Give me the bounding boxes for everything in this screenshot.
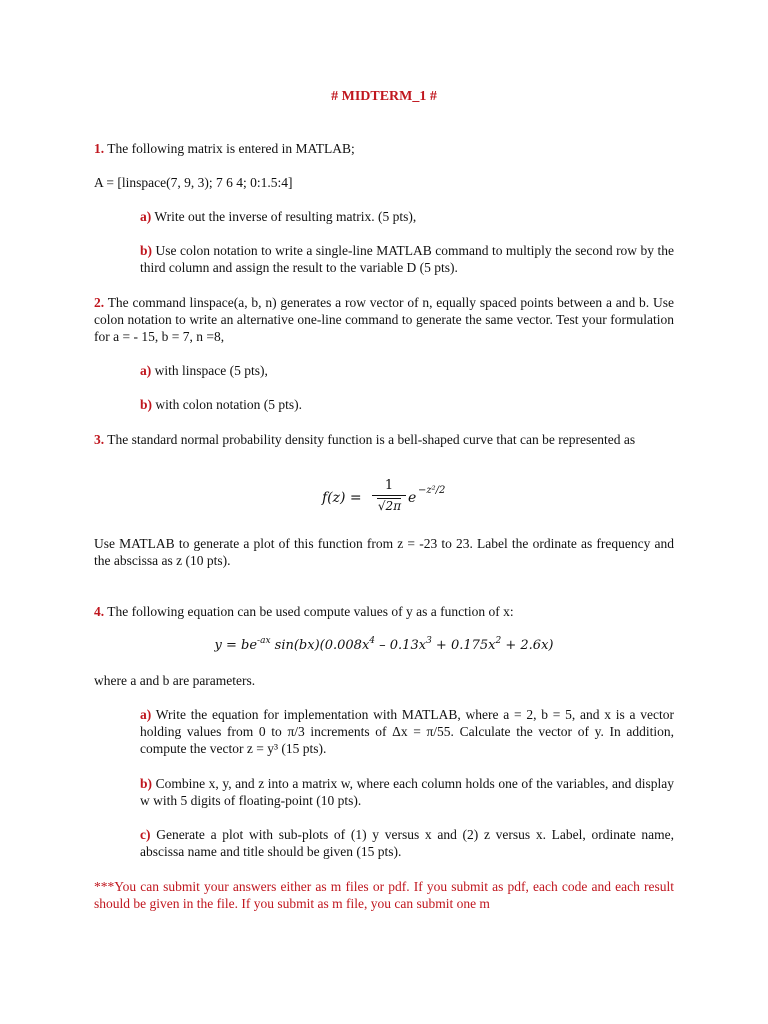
- eq-mid: sin(bx)(0.008x: [274, 638, 370, 653]
- q4-c-label: c): [140, 827, 151, 842]
- submission-note: ***You can submit your answers either as m files or pdf. If you submit as pdf, each code and each result should be given in the file. If you submit as m file, you can submit one m: [94, 879, 674, 911]
- q2-intro-text: The command linspace(a, b, n) generates a row vector of n, equally spaced points between a and b. Use colon notation to write an alternative one-line command to generate the same vector. Test your formulation for a = - 15, b = 7, n =8,: [94, 295, 674, 344]
- eq-pre: y = be: [214, 638, 258, 653]
- q1-b-text: Use colon notation to write a single-line MATLAB command to multiply the second row by the third column and assign the result to the variable D (5 pts).: [140, 243, 674, 275]
- q2-part-b: [140, 396, 674, 413]
- q4-part-a: [140, 706, 674, 757]
- q1-part-b: [140, 242, 674, 276]
- q4-intro: [94, 603, 674, 620]
- q1-part-a: [140, 208, 674, 225]
- q4-equation: [0, 637, 768, 656]
- formula-exponent: −z²/2: [418, 485, 446, 496]
- eq-m1: – 0.13x: [375, 638, 427, 653]
- q1-b-label: b): [140, 243, 153, 258]
- eq-exp: -ax: [257, 636, 271, 646]
- q4-b-text: Combine x, y, and z into a matrix w, where each column holds one of the variables, and display w with 5 digits of floating-point (10 pts).: [140, 776, 675, 808]
- q1-a-text: Write out the inverse of resulting matrix. (5 pts),: [154, 209, 417, 224]
- formula-fraction: [372, 478, 406, 514]
- sqrt-2pi: √2π: [377, 499, 402, 513]
- q4-a-text: Write the equation for implementation with MATLAB, where a = 2, b = 5, and x is a vector holding values from 0 to π/3 increments of Δx = π/55. Calculate the vector of y. In addition, compute the vector z = y³ (15 pts).: [140, 707, 674, 756]
- fraction-bar: [372, 495, 406, 496]
- q4-intro-text: The following equation can be used compute values of y as a function of x:: [107, 604, 514, 619]
- eq-p3: 3: [426, 636, 432, 646]
- q1-matrix: A = [linspace(7, 9, 3); 7 6 4; 0:1.5:4]: [94, 175, 293, 190]
- q3-intro-text: The standard normal probability density function is a bell-shaped curve that can be represented as: [107, 432, 636, 447]
- q2-a-label: a): [140, 363, 152, 378]
- eq-m2: + 0.175x: [431, 638, 496, 653]
- page-title: # MIDTERM_1 #: [331, 89, 437, 104]
- q2-b-text: with colon notation (5 pts).: [155, 397, 302, 412]
- eq-p4: 4: [369, 636, 376, 646]
- q2-part-a: [140, 362, 674, 379]
- q1-number: 1.: [94, 141, 105, 156]
- q3-number: 3.: [94, 432, 105, 447]
- q2-intro: [94, 294, 674, 345]
- q1-intro-text: The following matrix is entered in MATLAB;: [107, 141, 355, 156]
- q1-intro: [94, 140, 674, 157]
- eq-end: + 2.6x): [501, 638, 554, 653]
- formula-numerator: 1: [384, 478, 394, 493]
- formula-lhs: f(z) =: [322, 490, 362, 506]
- q4-part-b: [140, 775, 674, 809]
- formula-e: e: [408, 490, 417, 506]
- q4-a-label: a): [140, 707, 152, 722]
- eq-p2: 2: [495, 636, 502, 646]
- q3-intro: [94, 431, 674, 448]
- q4-params: where a and b are parameters.: [94, 673, 256, 688]
- q1-a-label: a): [140, 209, 152, 224]
- q4-number: 4.: [94, 604, 105, 619]
- pdf-formula: [322, 478, 462, 522]
- q4-b-label: b): [140, 776, 153, 791]
- q3-text: Use MATLAB to generate a plot of this function from z = -23 to 23. Label the ordinate as frequency and the abscissa as z (10 pts).: [94, 536, 674, 568]
- q4-c-text: Generate a plot with sub-plots of (1) y versus x and (2) z versus x. Label, ordinate name, abscissa name and title should be given (15 pts).: [140, 827, 674, 859]
- q2-number: 2.: [94, 295, 105, 310]
- formula-denominator: [372, 498, 406, 514]
- q4-part-c: [140, 826, 674, 860]
- q2-a-text: with linspace (5 pts),: [154, 363, 268, 378]
- q2-b-label: b): [140, 397, 153, 412]
